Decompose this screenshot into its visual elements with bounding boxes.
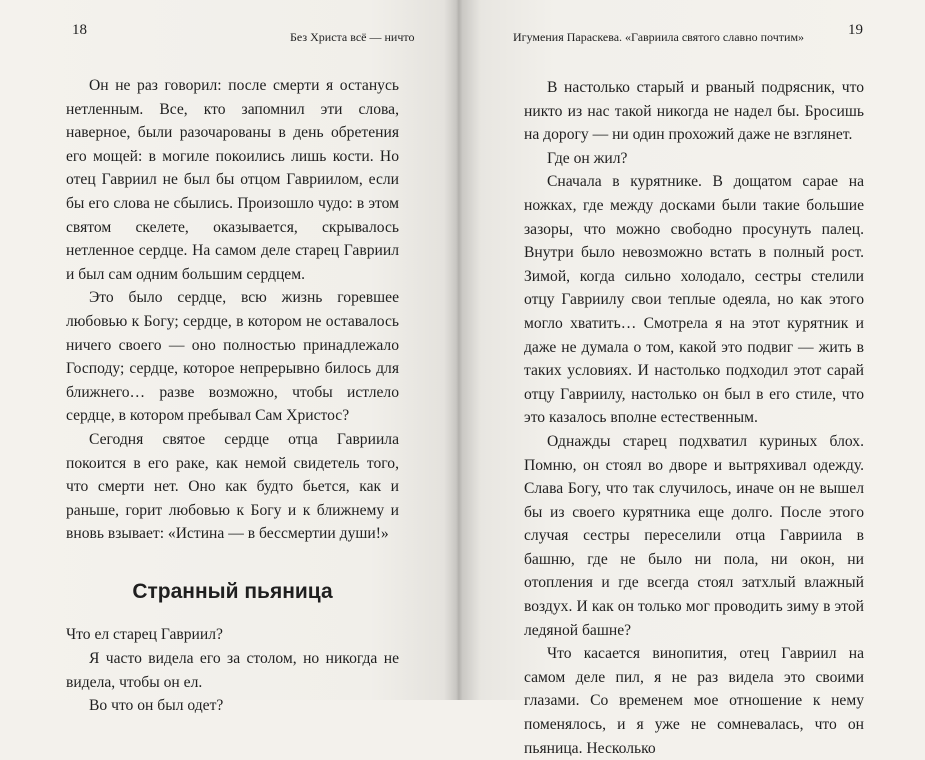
paragraph: Сегодня святое сердце отца Гавриила покоится в его раке, как немой свидетель того, что смерти нет. Оно как будто бьется, как и раньше, горит любовью к Богу и к ближнему и вновь взывает: «Истина — в бессмертии души!»: [66, 430, 399, 543]
left-page: [0, 0, 462, 715]
paragraph: Это было сердце, всю жизнь горевшее любовью к Богу; сердце, в котором не оставалось ничего своего — оно полностью принадлежало Господу; сердце, которое непрерывно билось для ближнего… разве возможно, чтобы истлело сердце, в котором пребывал Сам Христос?: [66, 289, 399, 425]
question: Что ел старец Гавриил?: [66, 626, 223, 644]
body-text: [66, 74, 399, 718]
question: Во что он был одет?: [89, 697, 224, 715]
paragraph: Он не раз говорил: после смерти я останусь нетленным. Все, кто запомнил эти слова, наверное, были разочарованы в день обретения его мощей: в могиле покоились лишь кости. Но отец Гавриил не был бы отцом Гавриилом, если бы его слова не сбылись. Произошло чудо: в этом святом скелете, оказывается, скрывалось нетленное сердце. На самом деле старец Гавриил и был сам одним большим сердцем.: [66, 77, 399, 283]
running-head: Без Христа всё — ничто: [290, 30, 415, 44]
paragraph: В настолько старый и рваный подрясник, что никто из нас такой никогда не надел бы. Бросишь на дорогу — ни один прохожий даже не взглянет.: [524, 79, 864, 144]
body-text: [524, 76, 864, 760]
paragraph: Что касается винопития, отец Гавриил на самом деле пил, я не раз видела это своими глазами. Со временем мое отношение к нему поменялось, и я уже не сомневалась, что он пьяница. Несколько: [524, 645, 864, 757]
question: Где он жил?: [547, 149, 628, 167]
right-page: [463, 0, 925, 757]
answer: Я часто видела его за столом, но никогда не видела, чтобы он ел.: [66, 650, 399, 691]
section-heading: Странный пьяница: [132, 579, 333, 603]
paragraph: Сначала в курятнике. В дощатом сарае на ножках, где между досками были такие большие зазоры, что можно свободно просунуть палец. Внутри было невозможно встать в полный рост. Зимой, когда сильно холодало, сестры стелили отцу Гавриилу свои теплые одеяла, но как этого могло хватить… Смотрела я на этот курятник и даже не думала о том, какой это подвиг — жить в таких условиях. И настолько подходил этот сарай отцу Гавриилу, настолько он был в его стиле, что это казалось вполне естественным.: [524, 173, 864, 427]
running-head: Игумения Параскева. «Гавриила святого славно почтим»: [513, 30, 805, 44]
page-number: 19: [848, 22, 863, 38]
paragraph: Однажды старец подхватил куриных блох. Помню, он стоял во дворе и вытряхивал одежду. Слава Богу, что так случилось, иначе он не вышел бы из своего курятника еще долго. После этого случая сестры переселили отца Гавриила в башню, где не было ни пола, ни окон, ни отопления и где всегда стоял затхлый влажный воздух. И как он только мог проводить зиму в этой ледяной башне?: [524, 432, 864, 639]
page-number: 18: [72, 22, 87, 38]
